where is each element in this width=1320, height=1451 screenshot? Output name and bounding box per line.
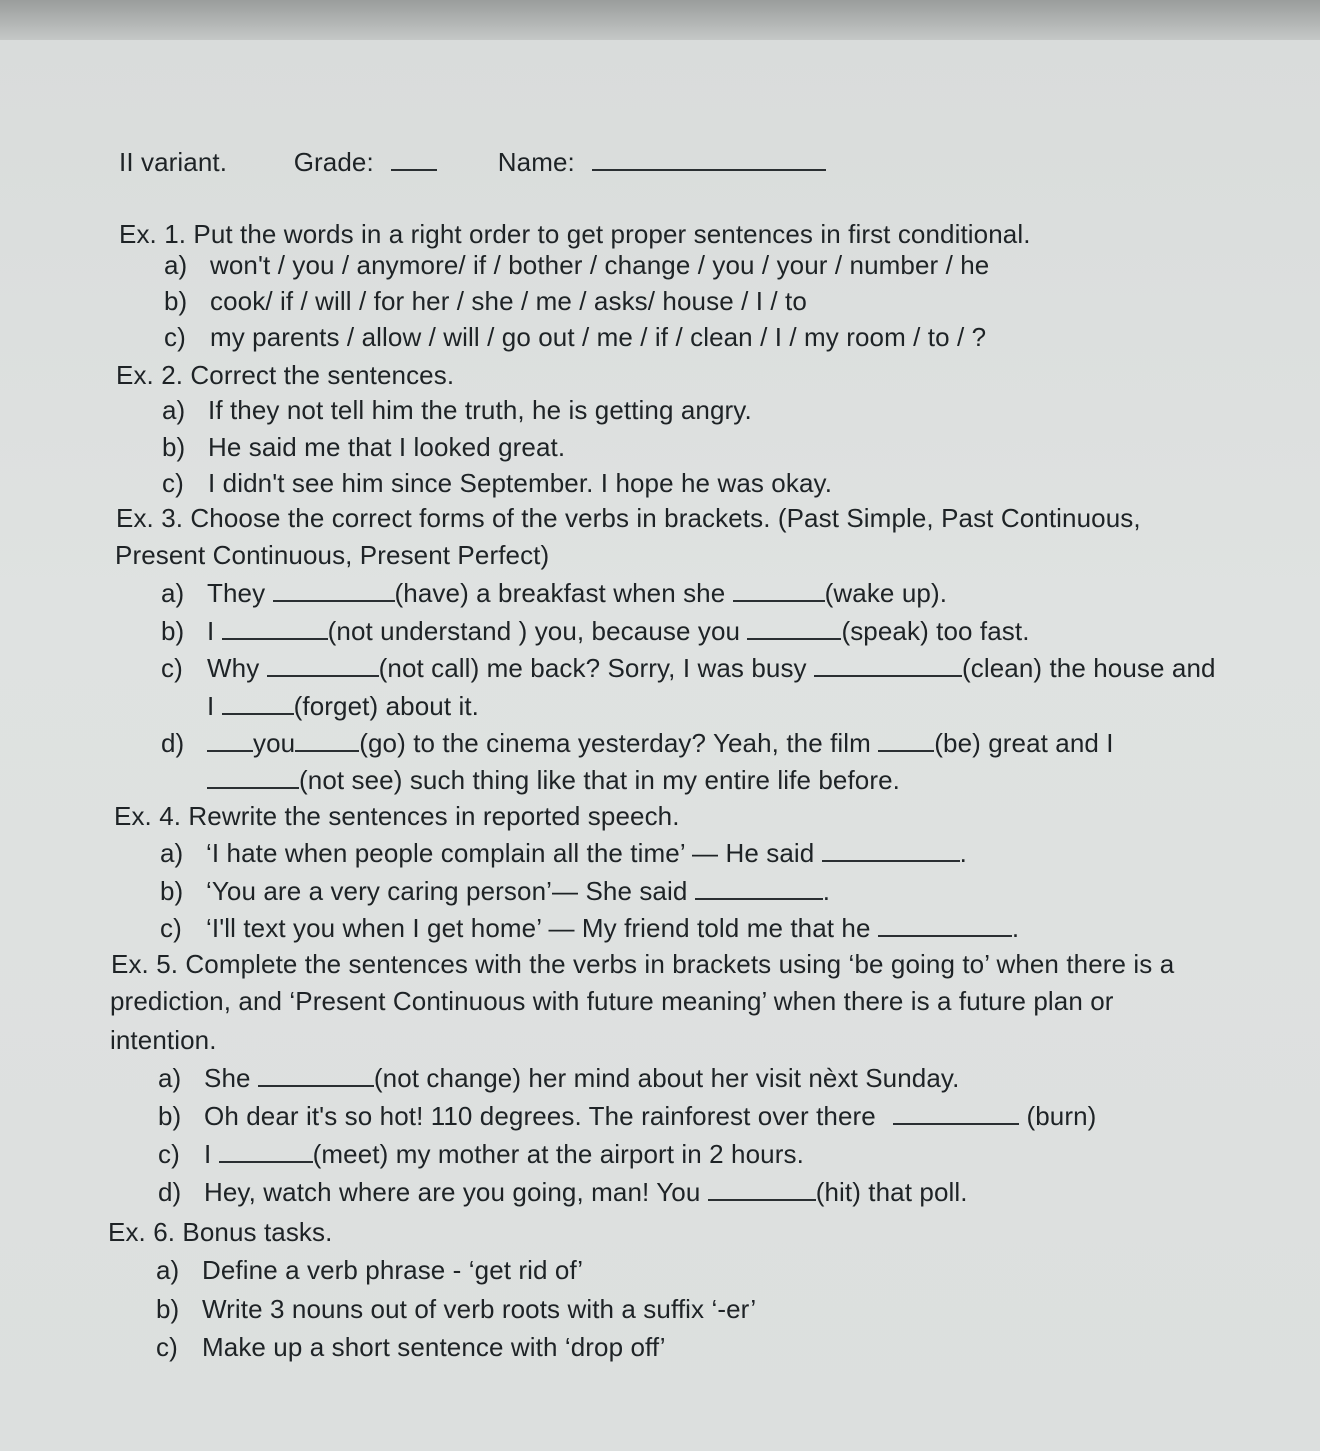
answer-blank[interactable] (708, 1177, 816, 1201)
worksheet-page (0, 40, 1320, 1451)
answer-blank[interactable] (219, 1139, 313, 1163)
variant-label: II variant. (119, 147, 228, 177)
answer-blank[interactable] (267, 653, 379, 677)
answer-blank[interactable] (893, 1101, 1019, 1125)
ex5-title-line3: intention. (110, 1025, 217, 1055)
answer-blank[interactable] (222, 691, 294, 715)
ex6-title: Ex. 6. Bonus tasks. (108, 1217, 333, 1247)
ex1-title: Ex. 1. Put the words in a right order to get proper sentences in first conditional. (119, 219, 1031, 249)
header-line (119, 146, 826, 178)
ex2-item-a: a) If they not tell him the truth, he is getting angry. (162, 395, 752, 425)
ex3-title-line2: Present Continuous, Present Perfect) (115, 540, 550, 570)
ex2-item-c: c) I didn't see him since September. I hope he was okay. (162, 468, 833, 498)
ex4-item-a: a) ‘I hate when people complain all the time’ — He said . (160, 838, 967, 868)
ex1-item-c: c) my parents / allow / will / go out / me / if / clean / I / my room / to / ? (164, 322, 987, 352)
grade-label: Grade: (293, 147, 374, 177)
ex6-item-b: b) Write 3 nouns out of verb roots with a suffix ‘-er’ (156, 1294, 757, 1324)
ex3-title-line1: Ex. 3. Choose the correct forms of the verbs in brackets. (Past Simple, Past Continuous, (116, 503, 1141, 533)
answer-blank[interactable] (207, 765, 299, 789)
ex1-item-b: b) cook/ if / will / for her / she / me / asks/ house / I / to (164, 286, 807, 316)
ex3-item-c-cont: I (forget) about it. (207, 691, 479, 721)
answer-blank[interactable] (878, 913, 1012, 937)
grade-blank[interactable] (391, 147, 437, 171)
ex3-item-c: c) Why (not call) me back? Sorry, I was busy (clean) the house and (161, 653, 1216, 683)
ex5-item-d: d) Hey, watch where are you going, man! You (hit) that poll. (158, 1177, 968, 1207)
name-blank[interactable] (592, 147, 826, 171)
ex5-item-b: b) Oh dear it's so hot! 110 degrees. The rainforest over there (burn) (158, 1101, 1097, 1131)
ex5-title-line2: prediction, and ‘Present Continuous with future meaning’ when there is a future plan or (110, 986, 1114, 1016)
ex2-title: Ex. 2. Correct the sentences. (116, 360, 455, 390)
ex5-title-line1: Ex. 5. Complete the sentences with the verbs in brackets using ‘be going to’ when there is a (111, 949, 1175, 979)
answer-blank[interactable] (273, 578, 395, 602)
ex4-item-b: b) ‘You are a very caring person’— She said . (160, 876, 831, 906)
answer-blank[interactable] (295, 728, 359, 752)
ex4-item-c: c) ‘I'll text you when I get home’ — My friend told me that he . (160, 913, 1020, 943)
answer-blank[interactable] (207, 728, 253, 752)
answer-blank[interactable] (695, 876, 823, 900)
name-label: Name: (497, 147, 575, 177)
ex6-item-a: a) Define a verb phrase - ‘get rid of’ (156, 1255, 584, 1285)
answer-blank[interactable] (747, 616, 841, 640)
ex3-item-a: a) They (have) a breakfast when she (wake up). (161, 578, 948, 608)
ex3-item-d: d) you (go) to the cinema yesterday? Yeah, the film (be) great and I (161, 728, 1114, 758)
ex1-item-a: a) won't / you / anymore/ if / bother / change / you / your / number / he (164, 250, 990, 280)
answer-blank[interactable] (258, 1063, 374, 1087)
answer-blank[interactable] (822, 838, 960, 862)
ex3-item-d-cont: (not see) such thing like that in my entire life before. (207, 764, 900, 796)
answer-blank[interactable] (222, 616, 328, 640)
ex3-item-b: b) I (not understand ) you, because you (speak) too fast. (161, 616, 1030, 646)
photo-top-edge (0, 0, 1320, 42)
ex5-item-c: c) I (meet) my mother at the airport in 2 hours. (158, 1139, 804, 1169)
answer-blank[interactable] (814, 653, 962, 677)
answer-blank[interactable] (733, 578, 825, 602)
ex2-item-b: b) He said me that I looked great. (162, 432, 566, 462)
ex5-item-a: a) She (not change) her mind about her visit nèxt Sunday. (158, 1063, 960, 1093)
ex4-title: Ex. 4. Rewrite the sentences in reported speech. (114, 801, 680, 831)
answer-blank[interactable] (878, 728, 934, 752)
ex6-item-c: c) Make up a short sentence with ‘drop off’ (156, 1332, 666, 1362)
